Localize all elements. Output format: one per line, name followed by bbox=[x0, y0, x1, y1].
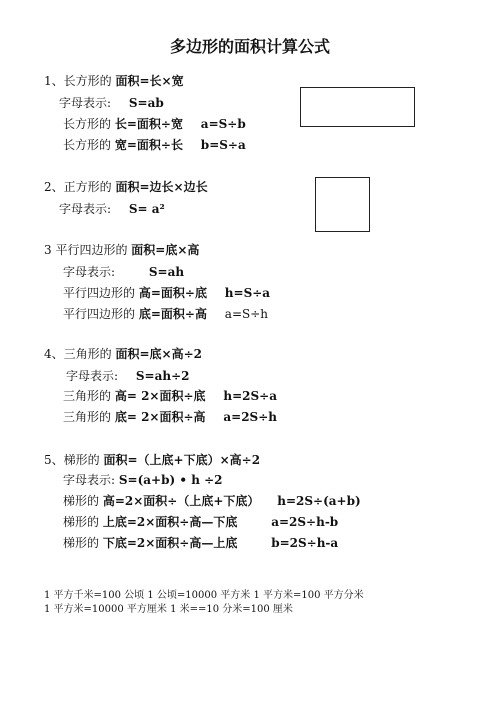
triangle-base-formula: 底= 2×面积÷高 bbox=[114, 410, 206, 424]
triangle-base-letters: a=2S÷h bbox=[223, 410, 277, 424]
trapezoid-letters bbox=[63, 473, 223, 487]
letters-label: 字母表示: bbox=[66, 369, 119, 383]
triangle-letters-formula: S=ah÷2 bbox=[135, 369, 190, 383]
rectangle-letters-formula: S=ab bbox=[128, 96, 164, 110]
triangle-heading-prefix: 4、三角形的 bbox=[44, 347, 112, 361]
parallelogram-height-line bbox=[63, 286, 270, 300]
parallelogram-letters-formula: S=ah bbox=[148, 265, 185, 279]
formula-label: 平行四边形的 bbox=[63, 307, 136, 321]
letters-label: 字母表示: bbox=[63, 265, 116, 279]
trapezoid-letters-formula: S=(a+b) • h ÷2 bbox=[118, 473, 223, 487]
trapezoid-top-base-formula: 上底=2×面积÷高—下底 bbox=[102, 515, 238, 529]
formula-label: 长方形的 bbox=[63, 138, 112, 152]
rectangle-heading bbox=[44, 74, 184, 88]
triangle-height-formula: 高= 2×面积÷底 bbox=[114, 389, 206, 403]
trapezoid-top-base-line bbox=[63, 515, 338, 529]
trapezoid-area-formula: 面积=（上底+下底）×高÷2 bbox=[103, 453, 261, 467]
trapezoid-heading bbox=[44, 453, 260, 467]
formula-label: 三角形的 bbox=[63, 410, 112, 424]
trapezoid-top-base-letters: a=2S÷h-b bbox=[271, 515, 339, 529]
trapezoid-heading-prefix: 5、梯形的 bbox=[44, 453, 100, 467]
unit-conversion-line-1: 1 平方千米=100 公顷 1 公顷=10000 平方米 1 平方米=100 平方分米 bbox=[44, 590, 364, 601]
rectangle-letters bbox=[59, 96, 164, 110]
rectangle-width-formula: 宽=面积÷长 bbox=[114, 138, 183, 152]
formula-label: 梯形的 bbox=[63, 515, 100, 529]
formula-label: 平行四边形的 bbox=[63, 286, 136, 300]
triangle-area-formula: 面积=底×高÷2 bbox=[115, 347, 202, 361]
formula-label: 梯形的 bbox=[63, 494, 100, 508]
trapezoid-bottom-base-letters: b=2S÷h-a bbox=[271, 536, 339, 550]
square-diagram bbox=[315, 177, 370, 232]
square-heading-prefix: 2、正方形的 bbox=[44, 180, 112, 194]
triangle-height-letters: h=2S÷a bbox=[223, 389, 277, 403]
parallelogram-base-formula: 底=面积÷高 bbox=[138, 307, 207, 321]
parallelogram-height-letters: h=S÷a bbox=[224, 286, 271, 300]
parallelogram-base-line bbox=[63, 307, 268, 321]
trapezoid-height-line bbox=[63, 494, 361, 508]
formula-label: 三角形的 bbox=[63, 389, 112, 403]
rectangle-width-letters: b=S÷a bbox=[200, 138, 246, 152]
parallelogram-heading-prefix: 3 平行四边形的 bbox=[44, 243, 128, 257]
rectangle-length-letters: a=S÷b bbox=[200, 117, 246, 131]
trapezoid-bottom-base-formula: 下底=2×面积÷高—上底 bbox=[102, 536, 238, 550]
trapezoid-height-formula: 高=2×面积÷（上底+下底） bbox=[102, 494, 260, 508]
rectangle-width-line bbox=[63, 138, 246, 152]
square-letters-formula: S= a² bbox=[128, 202, 165, 216]
parallelogram-letters bbox=[63, 265, 184, 279]
trapezoid-bottom-base-line bbox=[63, 536, 338, 550]
formula-label: 梯形的 bbox=[63, 536, 100, 550]
letters-label: 字母表示: bbox=[63, 473, 116, 487]
square-letters bbox=[59, 202, 165, 216]
rectangle-area-formula: 面积=长×宽 bbox=[115, 74, 184, 88]
letters-label: 字母表示: bbox=[59, 202, 112, 216]
parallelogram-area-formula: 面积=底×高 bbox=[131, 243, 200, 257]
rectangle-heading-prefix: 1、长方形的 bbox=[44, 74, 112, 88]
triangle-heading bbox=[44, 347, 202, 361]
rectangle-length-line bbox=[63, 117, 246, 131]
parallelogram-height-formula: 高=面积÷底 bbox=[138, 286, 207, 300]
triangle-height-line bbox=[63, 389, 277, 403]
page-title: 多边形的面积计算公式 bbox=[169, 37, 330, 56]
trapezoid-height-letters: h=2S÷(a+b) bbox=[277, 494, 361, 508]
parallelogram-base-letters: a=S÷h bbox=[224, 307, 269, 321]
unit-conversion-line-2: 1 平方米=10000 平方厘米 1 米==10 分米=100 厘米 bbox=[44, 604, 293, 615]
triangle-base-line bbox=[63, 410, 277, 424]
rectangle-diagram bbox=[300, 87, 415, 127]
square-heading bbox=[44, 180, 208, 194]
triangle-letters bbox=[66, 369, 190, 383]
formula-label: 长方形的 bbox=[63, 117, 112, 131]
square-area-formula: 面积=边长×边长 bbox=[115, 180, 208, 194]
rectangle-length-formula: 长=面积÷宽 bbox=[114, 117, 183, 131]
parallelogram-heading bbox=[44, 243, 199, 257]
letters-label: 字母表示: bbox=[59, 96, 112, 110]
